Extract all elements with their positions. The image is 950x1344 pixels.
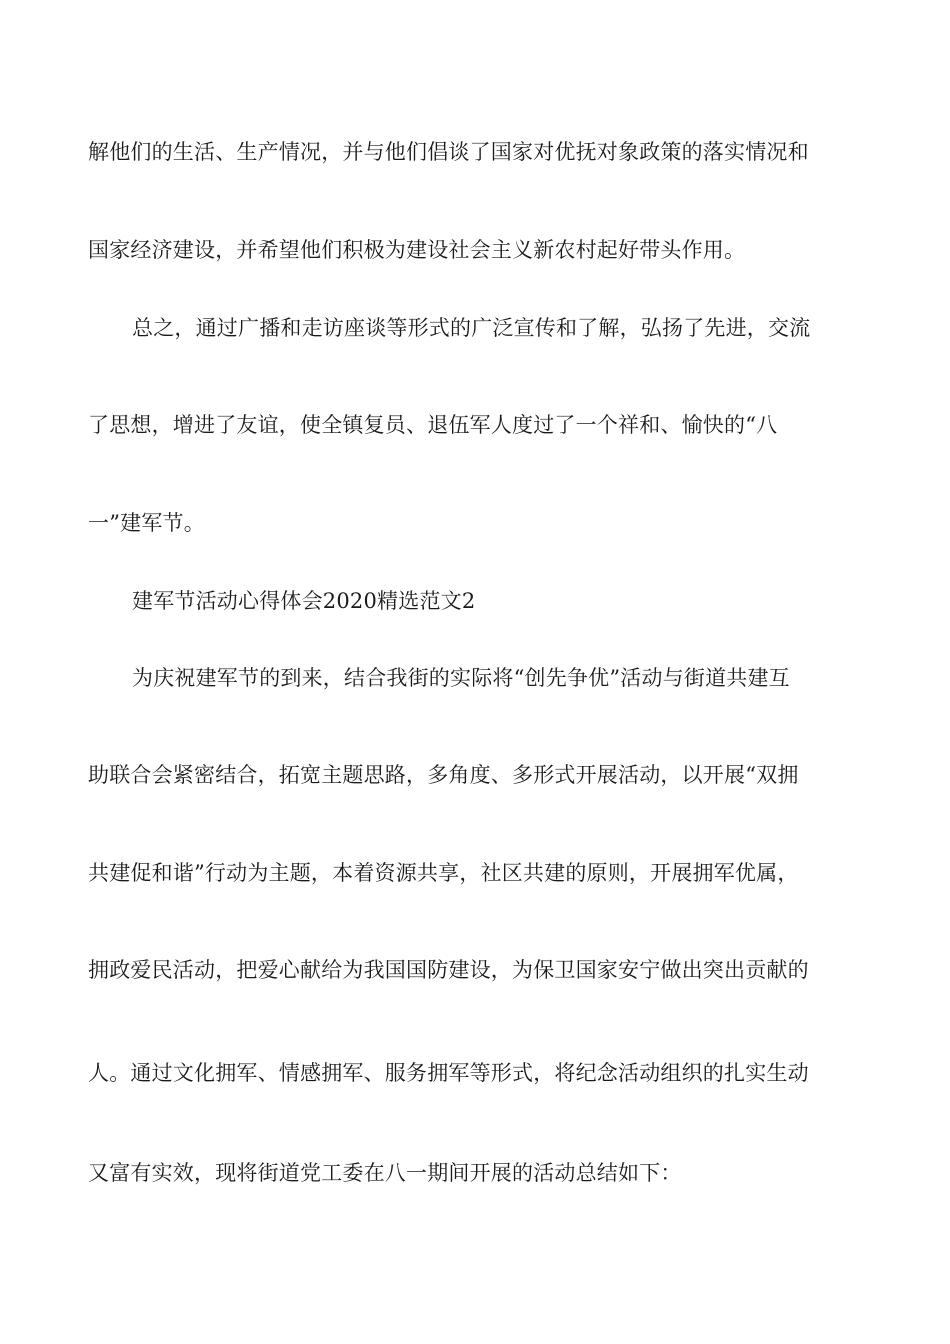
section-heading: 建军节活动心得体会2020精选范文2: [132, 589, 476, 613]
body-text-line: 拥政爱民活动，把爱心献给为我国国防建设，为保卫国家安宁做出突出贡献的: [88, 958, 809, 982]
body-text-line: 了思想，增进了友谊，使全镇复员、退伍军人度过了一个祥和、愉快的“八: [88, 413, 778, 437]
body-text-line: 国家经济建设，并希望他们积极为建设社会主义新农村起好带头作用。: [88, 238, 746, 262]
body-text-line: 助联合会紧密结合，拓宽主题思路，多角度、多形式开展活动，以开展“双拥: [88, 763, 799, 787]
paragraph-start-line: 总之，通过广播和走访座谈等形式的广泛宣传和了解，弘扬了先进，交流: [132, 316, 811, 340]
body-text-line: 又富有实效，现将街道党工委在八一期间开展的活动总结如下：: [88, 1161, 682, 1185]
body-text-line: 共建促和谐”行动为主题，本着资源共享，社区共建的原则，开展拥军优属，: [88, 861, 799, 885]
body-text-line: 一”建军节。: [88, 511, 205, 535]
body-text-line: 人。通过文化拥军、情感拥军、服务拥军等形式，将纪念活动组织的扎实生动: [88, 1061, 809, 1085]
paragraph-start-line: 为庆祝建军节的到来，结合我街的实际将“创先争优”活动与街道共建互: [132, 666, 790, 690]
body-text-line: 解他们的生活、生产情况，并与他们倡谈了国家对优抚对象政策的落实情况和: [88, 140, 809, 164]
